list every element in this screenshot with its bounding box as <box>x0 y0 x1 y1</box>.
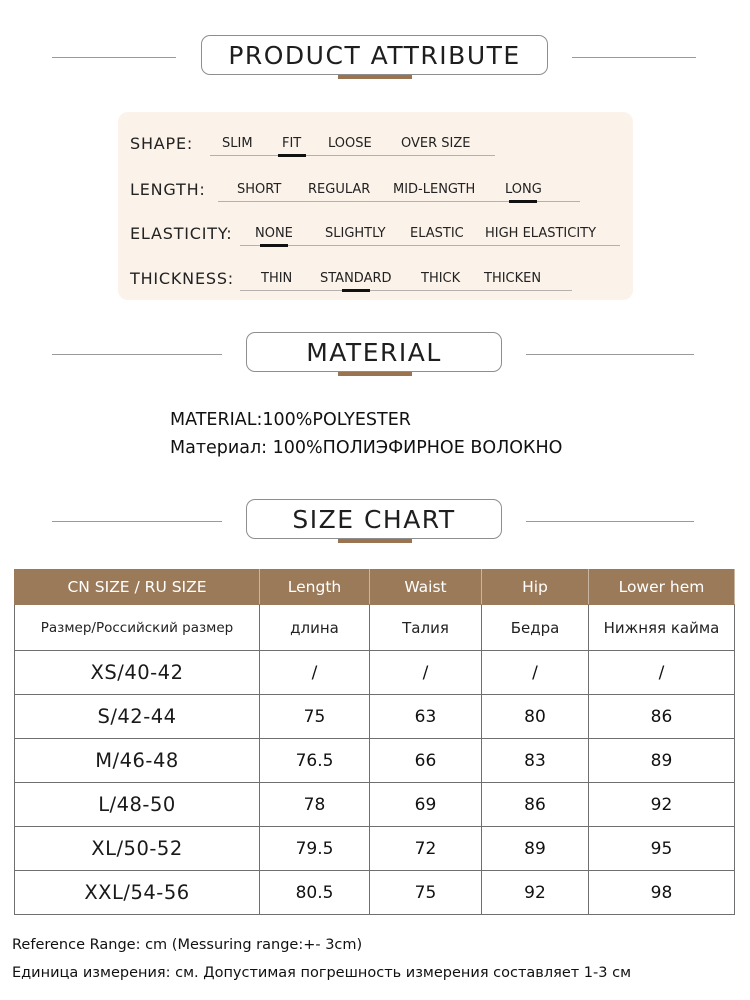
section-title: MATERIAL <box>246 332 502 372</box>
value-cell: 78 <box>260 783 370 827</box>
attribute-panel <box>118 112 633 300</box>
divider-left <box>52 521 222 522</box>
value-cell: 76.5 <box>260 739 370 783</box>
attr-row-length <box>118 168 633 198</box>
size-chart-header <box>0 499 750 545</box>
value-cell: 98 <box>589 871 735 915</box>
attr-option-selected: LONG <box>505 182 542 197</box>
material-text-ru: Материал: 100%ПОЛИЭФИРНОЕ ВОЛОКНО <box>170 438 563 458</box>
value-cell: 79.5 <box>260 827 370 871</box>
attr-option: OVER SIZE <box>401 136 471 151</box>
attr-option: THICKEN <box>484 271 542 286</box>
size-cell: XXL/54-56 <box>15 871 260 915</box>
value-cell: 89 <box>589 739 735 783</box>
product-attribute-header <box>0 35 750 81</box>
selected-indicator <box>278 154 306 157</box>
reference-note-ru: Единица измерения: см. Допустимая погрешность измерения составляет 1-3 см <box>12 965 632 981</box>
selected-indicator <box>509 200 537 203</box>
value-cell: 86 <box>482 783 589 827</box>
section-title: PRODUCT ATTRIBUTE <box>201 35 548 75</box>
reference-note-en: Reference Range: cm (Messuring range:+- 3cm) <box>12 937 363 953</box>
selected-indicator <box>260 244 288 247</box>
attr-row-shape <box>118 122 633 152</box>
value-cell: 89 <box>482 827 589 871</box>
value-cell: / <box>589 651 735 695</box>
divider-left <box>52 57 176 58</box>
value-cell: / <box>482 651 589 695</box>
size-chart-table <box>14 569 735 915</box>
attr-option: SHORT <box>237 182 282 197</box>
attr-option: MID-LENGTH <box>393 182 476 197</box>
subheader-cell: Талия <box>370 605 482 651</box>
value-cell: 69 <box>370 783 482 827</box>
table-row <box>15 871 735 915</box>
selected-indicator <box>342 289 370 292</box>
attr-option: SLIM <box>222 136 253 151</box>
attr-option-selected: STANDARD <box>320 271 392 286</box>
attr-option: ELASTIC <box>410 226 464 241</box>
title-accent-bar <box>338 372 412 376</box>
title-accent-bar <box>338 539 412 543</box>
value-cell: / <box>370 651 482 695</box>
value-cell: 92 <box>482 871 589 915</box>
table-row <box>15 651 735 695</box>
value-cell: 92 <box>589 783 735 827</box>
table-row <box>15 739 735 783</box>
value-cell: 75 <box>260 695 370 739</box>
table-subheader-row <box>15 605 735 651</box>
attr-rule <box>240 245 620 246</box>
header-cell: CN SIZE / RU SIZE <box>15 570 260 605</box>
attr-row-thickness <box>118 257 633 287</box>
value-cell: 80 <box>482 695 589 739</box>
attr-option-selected: NONE <box>255 226 293 241</box>
value-cell: 66 <box>370 739 482 783</box>
table-row <box>15 695 735 739</box>
value-cell: 86 <box>589 695 735 739</box>
value-cell: 95 <box>589 827 735 871</box>
attr-option-selected: FIT <box>282 136 301 151</box>
table-row <box>15 783 735 827</box>
table-row <box>15 827 735 871</box>
attr-label: SHAPE: <box>130 134 194 153</box>
divider-left <box>52 354 222 355</box>
attr-row-elasticity <box>118 212 633 242</box>
attr-label: ELASTICITY: <box>130 224 233 243</box>
attr-option: LOOSE <box>328 136 372 151</box>
material-text-en: MATERIAL:100%POLYESTER <box>170 410 411 430</box>
size-cell: L/48-50 <box>15 783 260 827</box>
value-cell: 72 <box>370 827 482 871</box>
attr-rule <box>240 290 572 291</box>
value-cell: 63 <box>370 695 482 739</box>
attr-option: SLIGHTLY <box>325 226 386 241</box>
header-cell: Lower hem <box>589 570 735 605</box>
attr-label: THICKNESS: <box>130 269 234 288</box>
attr-option: THIN <box>261 271 293 286</box>
subheader-cell: Бедра <box>482 605 589 651</box>
attr-rule <box>210 155 495 156</box>
section-title: SIZE CHART <box>246 499 502 539</box>
subheader-cell: Размер/Российский размер <box>15 605 260 651</box>
subheader-cell: длина <box>260 605 370 651</box>
attr-option: HIGH ELASTICITY <box>485 226 597 241</box>
material-header <box>0 332 750 378</box>
header-cell: Waist <box>370 570 482 605</box>
value-cell: / <box>260 651 370 695</box>
attr-option: THICK <box>421 271 461 286</box>
subheader-cell: Нижняя кайма <box>589 605 735 651</box>
attr-option: REGULAR <box>308 182 371 197</box>
value-cell: 75 <box>370 871 482 915</box>
header-cell: Hip <box>482 570 589 605</box>
value-cell: 83 <box>482 739 589 783</box>
header-cell: Length <box>260 570 370 605</box>
size-cell: M/46-48 <box>15 739 260 783</box>
divider-right <box>526 521 694 522</box>
value-cell: 80.5 <box>260 871 370 915</box>
size-cell: S/42-44 <box>15 695 260 739</box>
attr-label: LENGTH: <box>130 180 206 199</box>
table-header-row <box>15 570 735 605</box>
size-cell: XL/50-52 <box>15 827 260 871</box>
divider-right <box>526 354 694 355</box>
size-cell: XS/40-42 <box>15 651 260 695</box>
title-accent-bar <box>338 75 412 79</box>
divider-right <box>572 57 696 58</box>
